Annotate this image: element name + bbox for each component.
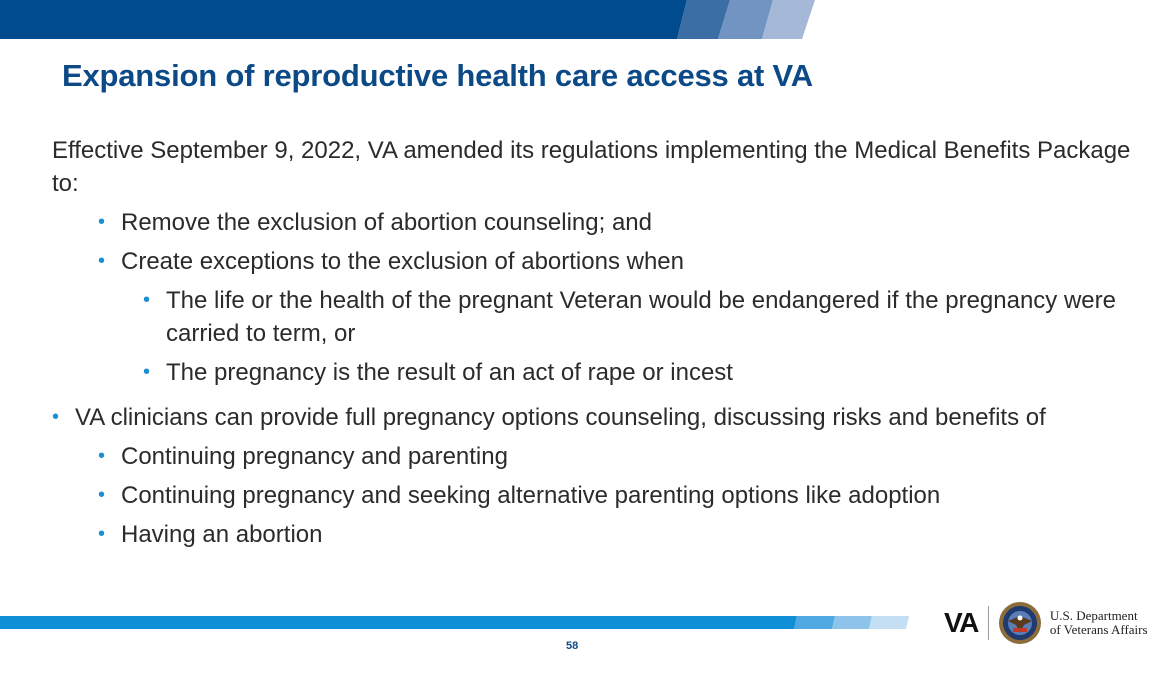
bullet-icon: • bbox=[98, 445, 106, 467]
bullet-icon: • bbox=[98, 484, 106, 506]
bullet-icon: • bbox=[52, 406, 60, 428]
department-name bbox=[1050, 609, 1148, 637]
bullet-text: Having an abortion bbox=[121, 521, 323, 548]
bullet-icon: • bbox=[98, 250, 106, 272]
header-banner bbox=[0, 0, 1160, 39]
bullet-text: Continuing pregnancy and parenting bbox=[121, 443, 508, 470]
bullet-item bbox=[52, 356, 1132, 389]
va-logo bbox=[944, 600, 1148, 646]
bullet-item bbox=[52, 284, 1132, 350]
bullet-list bbox=[52, 206, 1132, 551]
va-seal-icon bbox=[998, 601, 1042, 645]
bullet-item bbox=[52, 518, 1132, 551]
bullet-item bbox=[52, 206, 1132, 239]
department-line-2: of Veterans Affairs bbox=[1049, 622, 1148, 637]
bullet-text: VA clinicians can provide full pregnancy options counseling, discussing risks and benefits of bbox=[75, 404, 1046, 431]
va-wordmark: VA bbox=[944, 607, 978, 638]
bullet-text: Continuing pregnancy and seeking alternative parenting options like adoption bbox=[121, 482, 941, 509]
bullet-icon: • bbox=[98, 523, 106, 545]
bullet-text: Remove the exclusion of abortion counseling; and bbox=[121, 209, 652, 236]
bullet-icon: • bbox=[98, 211, 106, 233]
bullet-text: The life or the health of the pregnant Veteran would be endangered if the pregnancy were carried to term, or bbox=[166, 287, 1116, 347]
bullet-item bbox=[52, 440, 1132, 473]
bullet-icon: • bbox=[143, 289, 151, 311]
bullet-item bbox=[52, 401, 1132, 434]
logo-divider bbox=[988, 606, 989, 640]
bullet-item bbox=[52, 479, 1132, 512]
intro-text: Effective September 9, 2022, VA amended its regulations implementing the Medical Benefits Package to: bbox=[52, 137, 1131, 197]
bullet-icon: • bbox=[143, 361, 151, 383]
footer-banner bbox=[0, 616, 920, 629]
bullet-item bbox=[52, 245, 1132, 278]
slide-title: Expansion of reproductive health care access at VA bbox=[62, 58, 813, 93]
bullet-text: The pregnancy is the result of an act of rape or incest bbox=[166, 359, 733, 386]
slide-body bbox=[52, 134, 1132, 551]
bullet-text: Create exceptions to the exclusion of abortions when bbox=[121, 248, 685, 275]
department-line-1: U.S. Department bbox=[1049, 608, 1138, 623]
page-number: 58 bbox=[566, 640, 579, 652]
